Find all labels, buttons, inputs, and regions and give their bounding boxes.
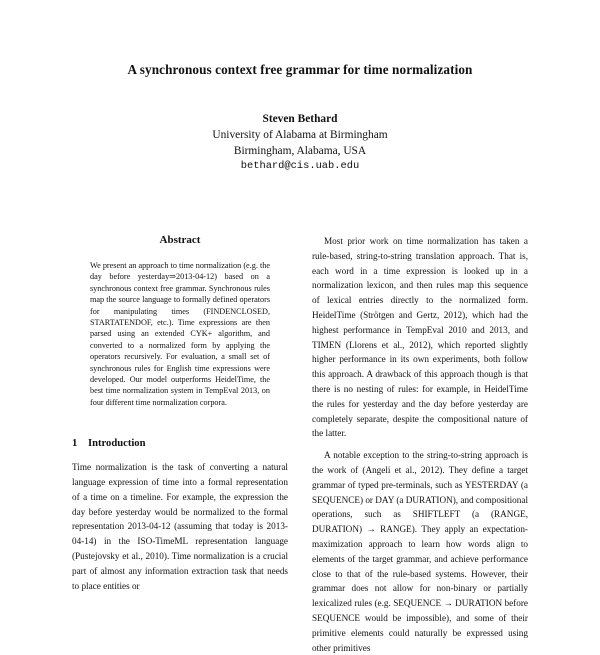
section-heading-introduction: [72, 438, 288, 449]
introduction-paragraph: Time normalization is the task of converting a natural language expression of time into a formal representation of a time on a timeline. For example, the expression the day before yesterday would be normalized to the formal representation 2013-04-12 (assuming that today is 2013-04-14) in the ISO-TimeML representation language (Pustejovsky et al., 2010). Time normalization is a crucial part of almost any information extraction task that needs to place entities or: [72, 462, 288, 591]
abstract-text: We present an approach to time normalization (e.g. the day before yesterday⇒2013-04-12) based on a synchronous context free grammar. Synchronous rules map the source language to formally defined operators for manipulating times (FINDENCLOSED, STARTATENDOF, etc.). Time expressions are then parsed using an extended CYK+ algorithm, and converted to a normalized form by applying the operators recursively. For evaluation, a small set of synchronous rules for English time expressions were developed. Our model outperforms HeidelTime, the best time normalization system in TempEval 2013, on four different time normalization corpora.: [90, 261, 270, 407]
author-email: bethard@cis.uab.edu: [240, 160, 360, 173]
right-column: [312, 234, 528, 653]
right-paragraph-1: Most prior work on time normalization has taken a rule-based, string-to-string translation approach. That is, each word in a time expression is looked up in a normalization lexicon, and then rules map this sequence of lexical entries directly to the normalized form. HeidelTime (Strötgen and Gertz, 2012), which had the highest performance in TempEval 2010 and 2013, and TIMEN (Llorens et al., 2012), which reported slightly higher performance in its own experiments, both follow this approach. A drawback of this approach though is that there is no nesting of rules: for example, in HeidelTime the rules for yesterday and the day before yesterday are completely separate, despite the compositional nature of the latter.: [312, 236, 528, 439]
left-column: [72, 234, 288, 590]
author-name: Steven Bethard: [262, 113, 338, 125]
introduction-clip: [72, 460, 288, 590]
section-number: 1: [72, 438, 78, 450]
author-block: [0, 112, 600, 175]
right-paragraph-2: A notable exception to the string-to-string approach is the work of (Angeli et al., 2012). They define a target grammar of typed pre-terminals, such as YESTERDAY (a SEQUENCE) or DAY (a DURATION), and compositional operations, such as SHIFTLEFT (a (RANGE, DURATION) → RANGE). They apply an expectation-maximization approach to learn how words align to elements of the target grammar, and achieve performance close to that of the rule-based systems. However, their grammar does not allow for non-binary or partially lexicalized rules (e.g. SEQUENCE → DURATION before SEQUENCE would be impossible), and some of their primitive elements could naturally be expressed using other primitives: [312, 450, 528, 653]
section-title: Introduction: [88, 438, 146, 450]
abstract-heading: Abstract: [159, 234, 201, 246]
paper-title: A synchronous context free grammar for time normalization: [127, 62, 473, 77]
author-affiliation: University of Alabama at Birmingham: [212, 128, 388, 141]
author-location: Birmingham, Alabama, USA: [233, 144, 367, 157]
right-column-clip: [312, 234, 528, 653]
